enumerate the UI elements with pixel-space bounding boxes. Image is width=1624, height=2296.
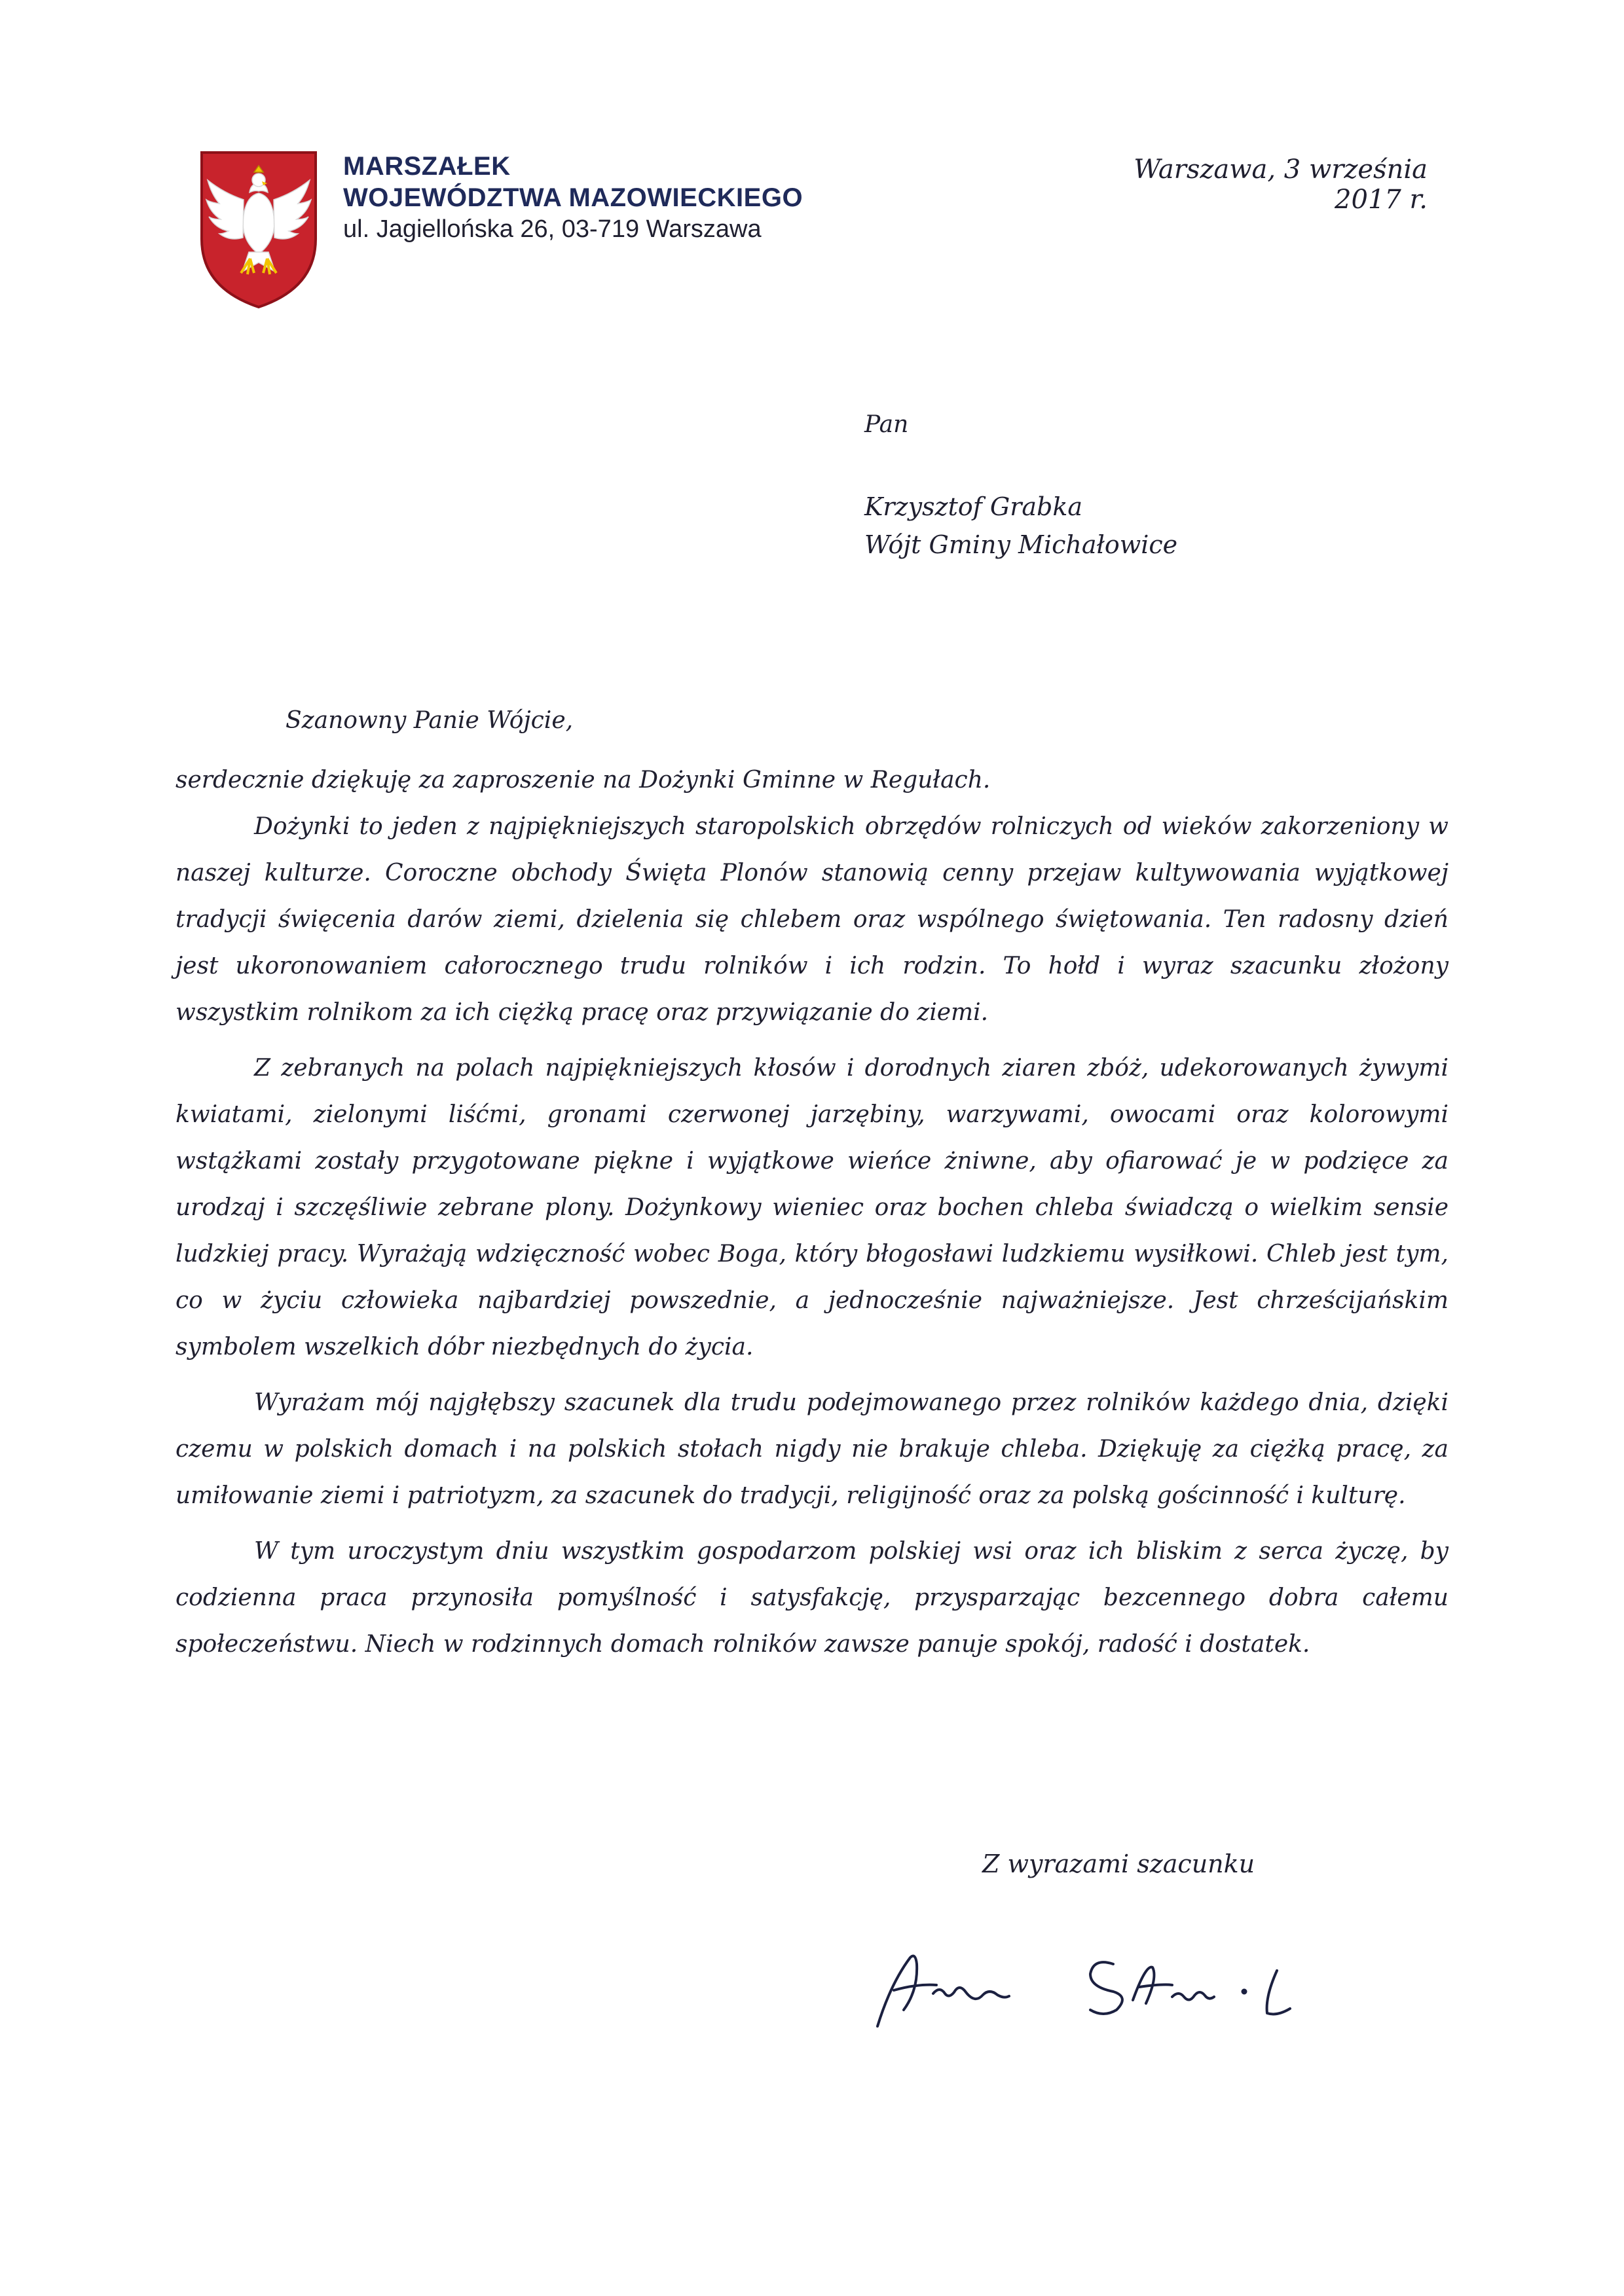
addressee-position: Wójt Gminy Michałowice [864,530,1178,559]
addressee-block [864,488,1177,564]
paragraph-1: serdecznie dziękuję za zaproszenie na Dożynki Gminne w Regułach. [175,767,991,793]
letter-body [175,697,1449,1667]
closing-phrase: Z wyrazami szacunku [982,1850,1255,1878]
salutation: Szanowny Panie Wójcie, [286,707,574,734]
paragraph-2: Dożynki to jeden z najpiękniejszych staropolskich obrzędów rolniczych od wieków zakorzeniony w naszej kulturze. Coroczne obchody Święta Plonów stanowią cenny przejaw kultywowania wyjątkowej tradycji święcenia darów ziemi, dzielenia się chlebem oraz wspólnego świętowania. Ten radosny dzień jest ukoronowaniem całorocznego trudu rolników i ich rodzin. To hołd i wyraz szacunku złożony wszystkim rolnikom za ich ciężką pracę oraz przywiązanie do ziemi. [175,813,1449,1026]
handwritten-signature-icon [864,1938,1323,2036]
org-address: ul. Jagiellońska 26, 03-719 Warszawa [343,215,762,243]
org-title-line1: MARSZAŁEK [343,152,511,181]
addressee-name: Krzysztof Grabka [864,492,1083,521]
office-letterhead [343,151,803,245]
paragraph-3: Z zebranych na polach najpiękniejszych kłosów i dorodnych ziaren zbóż, udekorowanych żywymi kwiatami, zielonymi liśćmi, gronami czerwonej jarzębiny, warzywami, owocami oraz kolorowymi wstążkami zostały przygotowane piękne i wyjątkowe wieńce żniwne, aby ofiarować je w podzięce za urodzaj i szczęśliwie zebrane plony. Dożynkowy wieniec oraz bochen chleba świadczą o wielkim sensie ludzkiej pracy. Wyrażają wdzięczność wobec Boga, który błogosławi ludzkiemu wysiłkowi. Chleb jest tym, co w życiu człowieka najbardziej powszednie, a jednocześnie najważniejsze. Jest chrześcijańskim symbolem wszelkich dóbr niezbędnych do życia. [175,1055,1449,1360]
addressee-title: Pan [864,411,909,438]
mazovia-eagle-crest-icon [196,147,321,311]
org-title-line2: WOJEWÓDZTWA MAZOWIECKIEGO [343,183,803,212]
paragraph-4: Wyrażam mój najgłębszy szacunek dla trudu podejmowanego przez rolników każdego dnia, dzięki czemu w polskich domach i na polskich stołach nigdy nie brakuje chleba. Dziękuję za ciężką pracę, za umiłowanie ziemi i patriotyzm, za szacunek do tradycji, religijność oraz za polską gościnność i kulturę. [175,1389,1449,1509]
letter-date: Warszawa, 3 września 2017 r. [1134,155,1428,215]
paragraph-5: W tym uroczystym dniu wszystkim gospodarzom polskiej wsi oraz ich bliskim z serca życzę, by codzienna praca przynosiła pomyślność i satysfakcję, przysparzając bezcennego dobra całemu społeczeństwu. Niech w rodzinnych domach rolników zawsze panuje spokój, radość i dostatek. [175,1538,1449,1658]
